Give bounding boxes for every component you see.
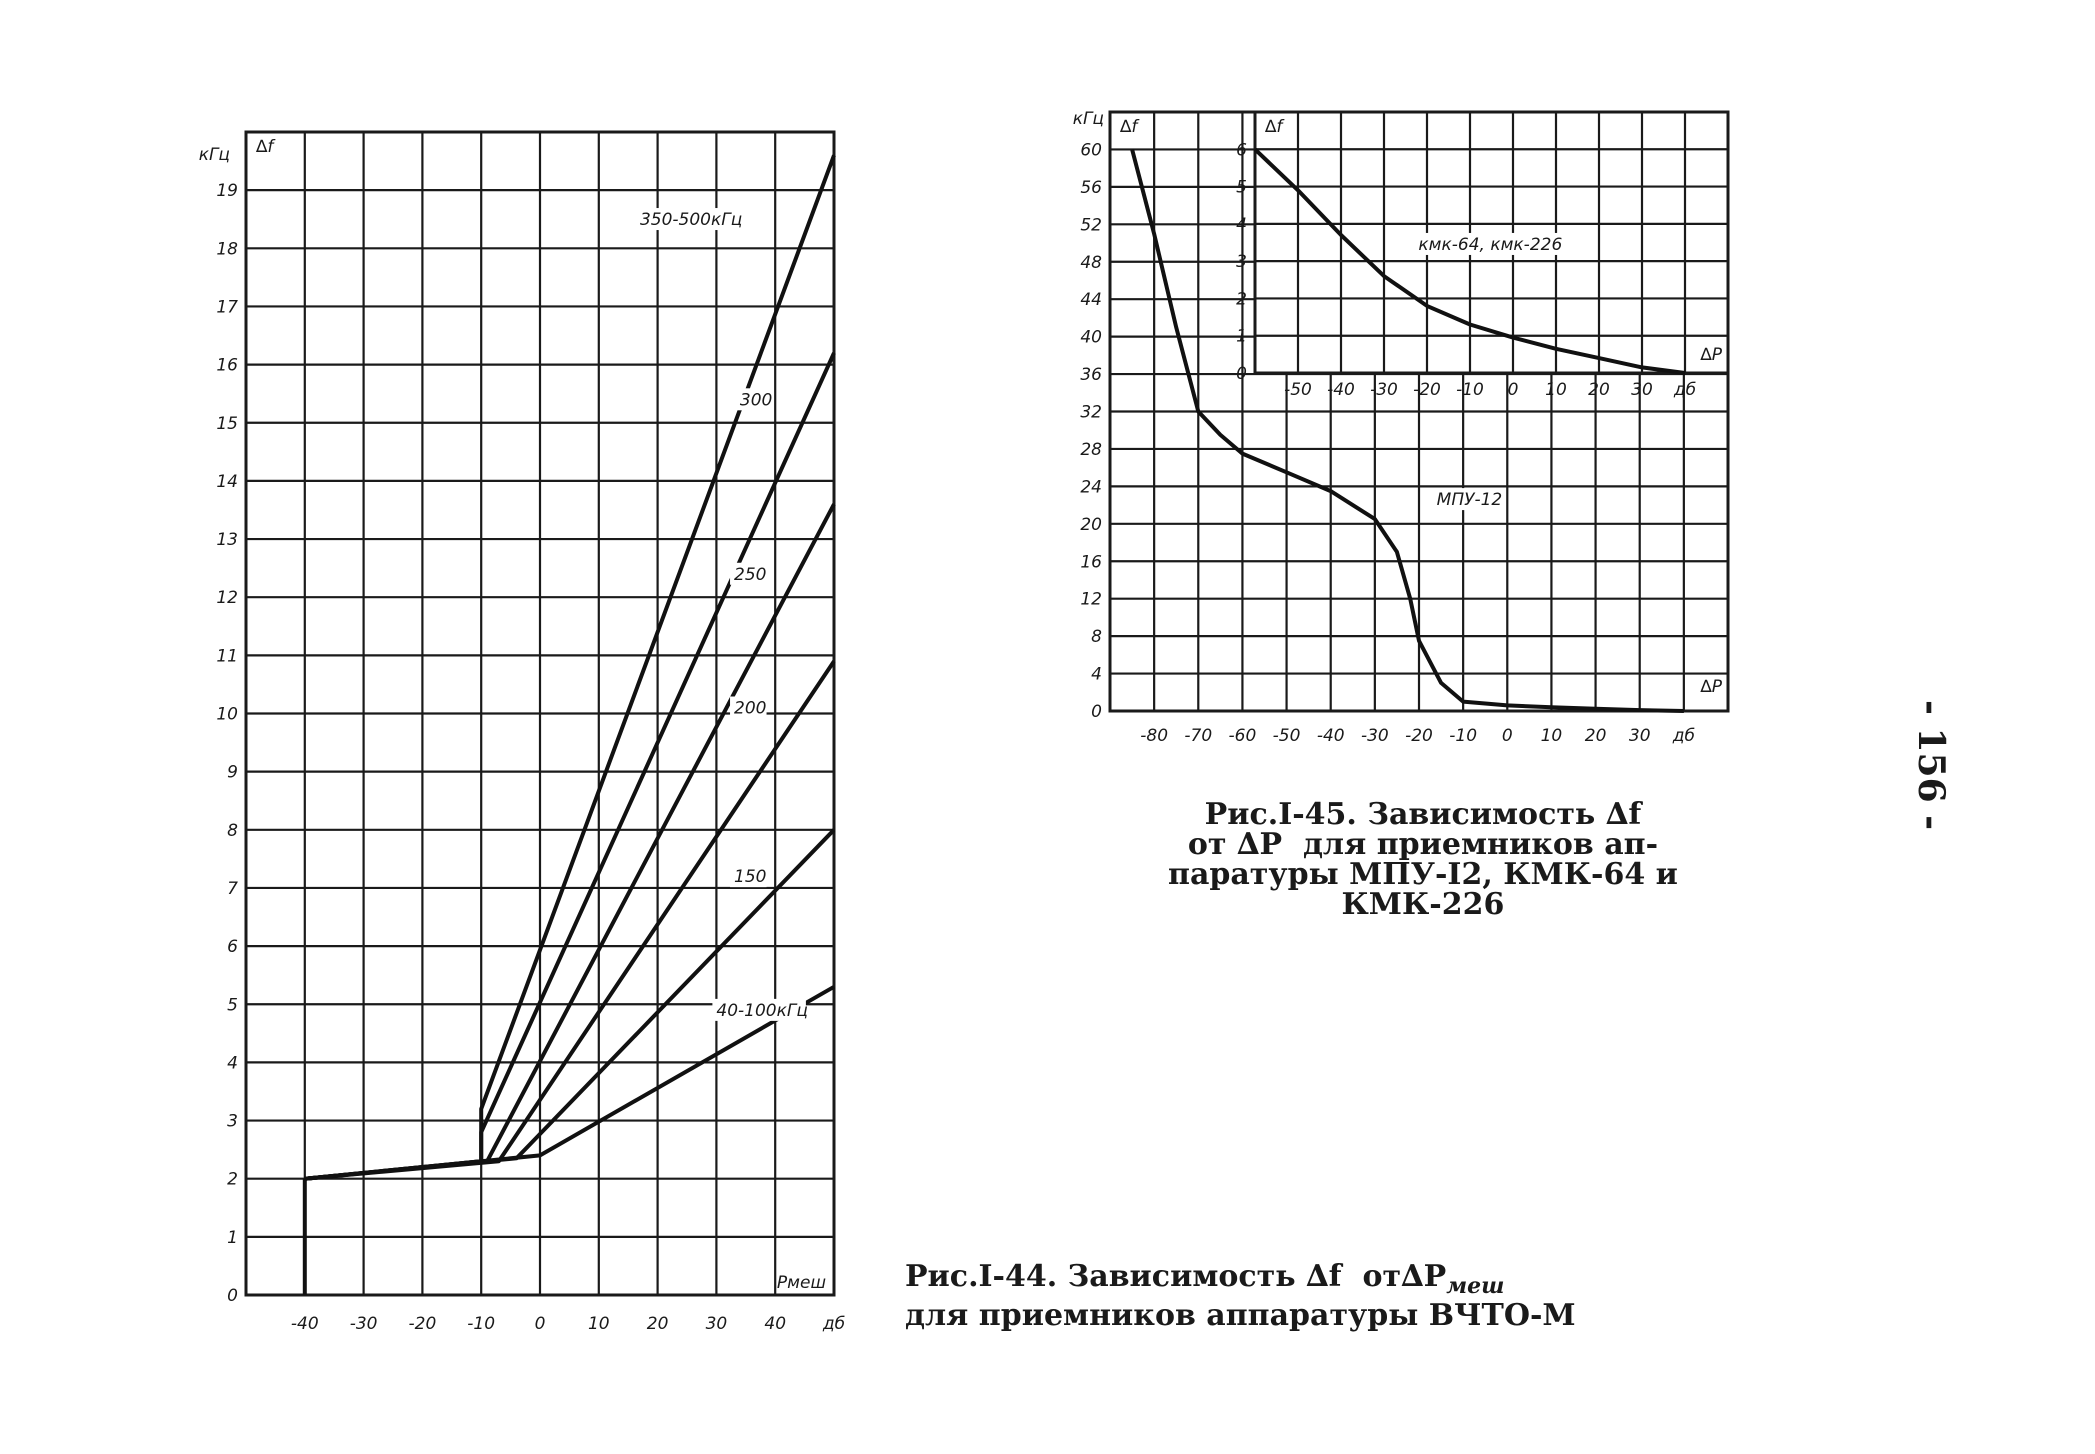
y-tick-label: 4 <box>1091 664 1102 685</box>
x-tick-label: -50 <box>1272 726 1301 746</box>
series-label: 250 <box>734 564 767 585</box>
series-label: 200 <box>734 698 767 719</box>
y-tick-label: 12 <box>1080 589 1102 610</box>
series-label: кмк-64, кмк-226 <box>1418 234 1563 255</box>
caption-fig-44-line1: Рис.I-44. Зависимость ∆f от∆P <box>905 1259 1447 1294</box>
x-tick-label: 10 <box>1545 380 1567 400</box>
y-tick-label: 11 <box>216 646 238 667</box>
x-tick-label: 30 <box>1631 380 1653 400</box>
y-tick-label: 6 <box>1236 140 1247 161</box>
y-tick-label: 32 <box>1080 402 1102 423</box>
y-tick-label: 0 <box>1091 702 1102 722</box>
y-tick-label: 19 <box>216 181 238 202</box>
series-label: 40-100кГц <box>716 1000 808 1021</box>
x-tick-label: 0 <box>534 1314 546 1334</box>
y-tick-label: 2 <box>227 1169 238 1190</box>
series-line <box>305 155 834 1178</box>
x-tick-label: 10 <box>1540 726 1563 746</box>
x-tick-label: 20 <box>1584 726 1607 746</box>
y-tick-label: 48 <box>1080 252 1102 273</box>
x-axis-label: Pмеш <box>776 1273 826 1293</box>
y-tick-label: 3 <box>227 1111 238 1132</box>
chart-fig-44 <box>199 132 845 1334</box>
caption-fig-44-line2: для приемников аппаратуры ВЧТО-М <box>905 1298 1576 1333</box>
chart-fig-45-inset <box>1236 112 1728 400</box>
x-tick-label: 0 <box>1501 726 1513 746</box>
x-tick-label: -70 <box>1184 726 1213 746</box>
y-tick-label: 7 <box>227 878 238 899</box>
x-tick-label: -50 <box>1284 380 1312 400</box>
y-tick-label: 36 <box>1080 365 1102 386</box>
y-tick-label: 18 <box>216 239 238 260</box>
series-label: 300 <box>739 390 773 411</box>
series-label: 350-500кГц <box>639 210 743 231</box>
series-line <box>305 504 834 1178</box>
y-tick-label: 13 <box>216 530 238 551</box>
caption-fig-45 <box>1168 797 1678 922</box>
series-label: МПУ-12 <box>1436 490 1503 511</box>
y-tick-label: 24 <box>1080 477 1102 498</box>
caption-fig-45-line2: от ∆P для приемников ап- <box>1187 827 1659 862</box>
y-tick-label: 40 <box>1080 327 1102 348</box>
y-tick-label: 60 <box>1080 140 1102 161</box>
y-tick-label: 6 <box>227 937 238 958</box>
x-tick-label: -60 <box>1228 726 1257 746</box>
y-tick-label: 8 <box>227 820 238 841</box>
y-tick-label: 0 <box>1236 364 1247 384</box>
y-tick-label: 10 <box>216 704 238 725</box>
caption-fig-45-line4: КМК-226 <box>1341 887 1505 922</box>
y-tick-label: 52 <box>1080 215 1102 236</box>
x-tick-label: -10 <box>1456 380 1484 400</box>
x-tick-label: -20 <box>1405 726 1433 746</box>
y-tick-label: 2 <box>1236 289 1247 310</box>
y-axis-symbol-label: ∆f <box>256 137 274 157</box>
y-tick-label: 28 <box>1080 439 1102 460</box>
y-tick-label: 8 <box>1091 627 1102 648</box>
y-axis-unit-label: кГц <box>1072 109 1104 129</box>
x-tick-label: 40 <box>764 1314 787 1334</box>
x-tick-label: -40 <box>1327 380 1355 400</box>
caption-fig-45-line3: паратуры МПУ-I2, КМК-64 и <box>1168 857 1678 892</box>
y-tick-label: 44 <box>1080 290 1102 311</box>
y-tick-label: 16 <box>216 355 238 376</box>
y-tick-label: 5 <box>227 995 238 1016</box>
y-tick-label: 12 <box>216 588 238 609</box>
x-tick-label: -30 <box>1370 380 1398 400</box>
x-tick-label: дб <box>1673 380 1697 400</box>
y-tick-label: 5 <box>1236 177 1247 198</box>
x-tick-label: -40 <box>1316 726 1345 746</box>
y-tick-label: 14 <box>216 471 238 492</box>
x-tick-label: 30 <box>705 1314 728 1334</box>
x-tick-label: -20 <box>1413 380 1441 400</box>
x-axis-label: ∆P <box>1700 677 1722 697</box>
y-tick-label: 20 <box>1080 514 1102 535</box>
page-number: - 156 - <box>1910 700 1952 831</box>
x-tick-label: -20 <box>408 1314 437 1334</box>
x-axis-label: ∆P <box>1700 345 1722 365</box>
x-tick-label: 20 <box>646 1314 669 1334</box>
x-tick-label: 20 <box>1588 380 1610 400</box>
y-tick-label: 17 <box>216 297 238 318</box>
caption-fig-44 <box>905 1259 1576 1333</box>
y-axis-unit-label: кГц <box>198 145 230 165</box>
x-tick-label: -30 <box>349 1314 378 1334</box>
x-tick-label: дб <box>1672 726 1695 746</box>
y-tick-label: 0 <box>227 1286 238 1306</box>
series-label: 150 <box>734 867 767 888</box>
y-tick-label: 3 <box>1236 252 1247 273</box>
x-tick-label: -10 <box>467 1314 496 1334</box>
x-tick-label: дб <box>822 1314 846 1334</box>
x-tick-label: -30 <box>1360 726 1389 746</box>
x-tick-label: 30 <box>1628 726 1651 746</box>
x-tick-label: 10 <box>587 1314 610 1334</box>
y-tick-label: 4 <box>1236 214 1247 235</box>
y-tick-label: 1 <box>1236 326 1247 347</box>
y-tick-label: 56 <box>1080 177 1102 198</box>
x-tick-label: -40 <box>290 1314 319 1334</box>
x-tick-label: 0 <box>1507 380 1519 400</box>
y-tick-label: 1 <box>227 1227 238 1248</box>
y-tick-label: 9 <box>227 762 238 783</box>
caption-fig-45-line1: Рис.I-45. Зависимость ∆f <box>1204 797 1642 832</box>
y-tick-label: 16 <box>1080 552 1102 573</box>
x-tick-label: -80 <box>1140 726 1169 746</box>
caption-fig-44-subscript: меш <box>1446 1273 1505 1299</box>
y-tick-label: 15 <box>216 413 238 434</box>
y-axis-symbol-label: ∆f <box>1120 117 1138 137</box>
x-tick-label: -10 <box>1449 726 1478 746</box>
y-tick-label: 4 <box>227 1053 238 1074</box>
y-axis-symbol-label: ∆f <box>1265 117 1283 137</box>
